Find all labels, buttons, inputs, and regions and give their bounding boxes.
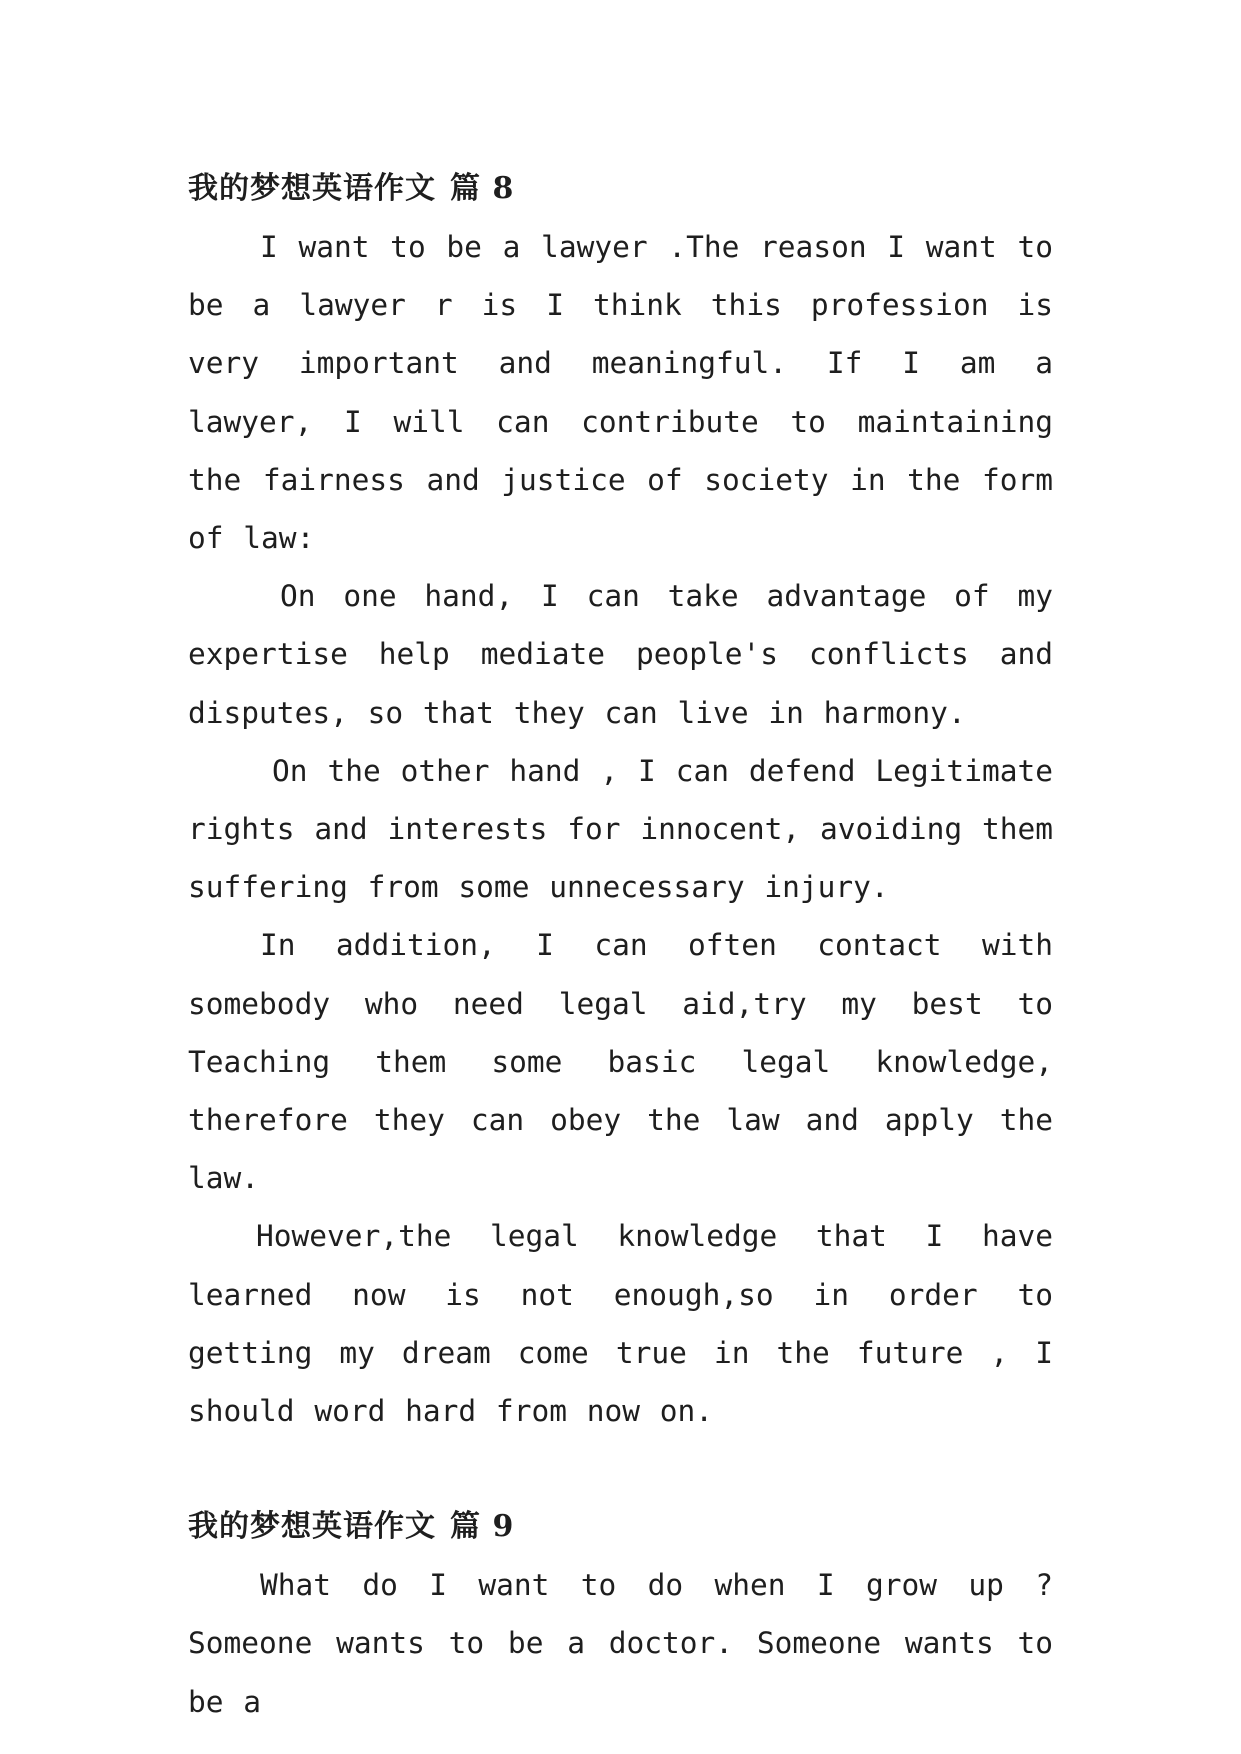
paragraph: However,the legal knowledge that I have learned now is not enough,so in order to getting my dream come true in the future , I should word hard from now on. [188, 1219, 1053, 1429]
section-title: 我的梦想英语作文 [188, 171, 436, 206]
paragraph: I want to be a lawyer .The reason I want to be a lawyer r is I think this profession is very important and meaningful. If I am a lawyer, I will can contribute to maintaining the fairness and justice of society in the form of law: [188, 230, 1053, 556]
document-page [188, 160, 1053, 1731]
section-heading-8 [188, 160, 1053, 218]
section-number: 篇 9 [450, 1509, 515, 1545]
paragraph: On the other hand , I can defend Legitimate rights and interests for innocent, avoiding them suffering from some unnecessary injury. [188, 753, 1053, 905]
section-number: 篇 8 [450, 171, 515, 206]
section-title: 我的梦想英语作文 [188, 1509, 436, 1545]
section-spacer [188, 1440, 1053, 1498]
paragraph: In addition, I can often contact with somebody who need legal aid,try my best to Teaching them some basic legal knowledge, therefore they can obey the law and apply the law. [188, 928, 1053, 1196]
paragraph: On one hand, I can take advantage of my expertise help mediate people's conflicts and disputes, so that they can live in harmony. [188, 579, 1053, 730]
section-heading-9 [188, 1498, 1053, 1556]
paragraph: What do I want to do when I grow up ? Someone wants to be a doctor. Someone wants to be a [188, 1568, 1053, 1719]
